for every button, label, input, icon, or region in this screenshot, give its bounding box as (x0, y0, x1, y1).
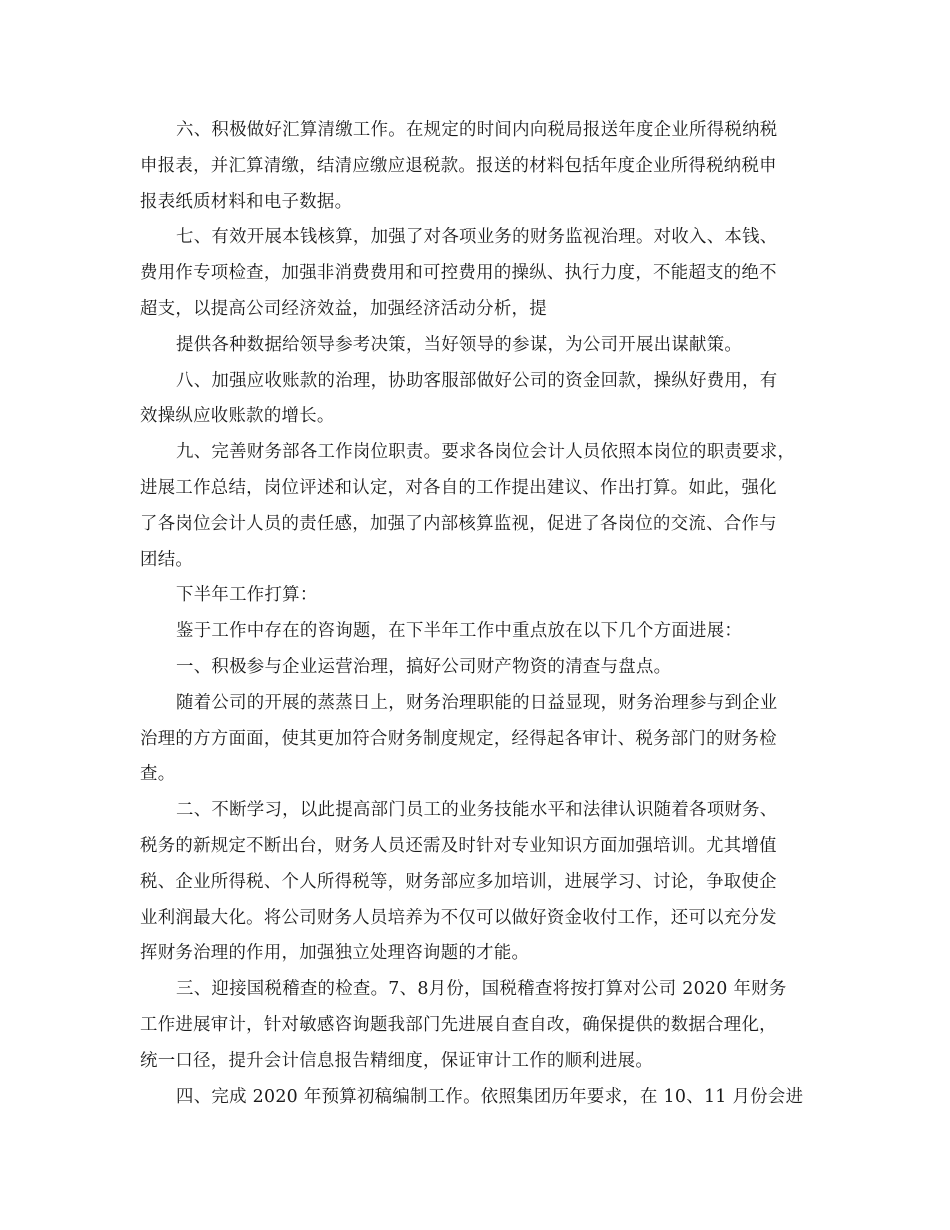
text-line: 挥财务治理的作用，加强独立处理咨询题的才能。 (140, 943, 530, 964)
text-line: 报表纸质材料和电子数据。 (140, 191, 353, 212)
text-line: 一、积极参与企业运营治理，搞好公司财产物资的清查与盘点。 (176, 656, 672, 677)
text-line: 八、加强应收账款的治理，协助客服部做好公司的资金回款，操纵好费用，有 (176, 370, 778, 391)
text-line: 鉴于工作中存在的咨询题，在下半年工作中重点放在以下几个方面进展： (176, 621, 743, 642)
text-line: 下半年工作打算： (176, 585, 318, 606)
text-line: 税务的新规定不断出台，财务人员还需及时针对专业知识方面加强培训。尤其增值 (140, 835, 777, 856)
text-line: 效操纵应收账款的增长。 (140, 406, 335, 427)
text-line: 治理的方方面面，使其更加符合财务制度规定，经得起各审计、税务部门的财务检 (140, 728, 777, 749)
text-line: 团结。 (140, 549, 194, 570)
text-line: 九、完善财务部各工作岗位职责。要求各岗位会计人员依照本岗位的职责要求， (176, 442, 796, 463)
text-line: 超支，以提高公司经济效益，加强经济活动分析，提 (140, 298, 547, 319)
text-line: 工作进展审计，针对敏感咨询题我部门先进展自查自改，确保提供的数据合理化， (140, 1014, 777, 1035)
text-line: 税、企业所得税、个人所得税等，财务部应多加培训，进展学习、讨论，争取使企 (140, 871, 777, 892)
text-line: 业利润最大化。将公司财务人员培养为不仅可以做好资金收付工作，还可以充分发 (140, 907, 777, 928)
document-body (140, 113, 816, 1115)
text-line: 三、迎接国税稽查的检查。7、8月份，国税稽查将按打算对公司 2020 年财务 (176, 979, 787, 1000)
text-line: 进展工作总结，岗位评述和认定，对各自的工作提出建议、作出打算。如此，强化 (140, 477, 777, 498)
text-line: 了各岗位会计人员的责任感，加强了内部核算监视，促进了各岗位的交流、合作与 (140, 513, 777, 534)
text-line: 费用作专项检查，加强非消费费用和可控费用的操纵、执行力度，不能超支的绝不 (140, 263, 777, 284)
text-line: 查。 (140, 764, 176, 785)
text-line: 提供各种数据给领导参考决策，当好领导的参谋，为公司开展出谋献策。 (176, 334, 743, 355)
text-line: 申报表，并汇算清缴，结清应缴应退税款。报送的材料包括年度企业所得税纳税申 (140, 155, 777, 176)
text-line: 四、完成 2020 年预算初稿编制工作。依照集团历年要求，在 10、11 月份会进 (176, 1086, 804, 1107)
text-line: 二、不断学习，以此提高部门员工的业务技能水平和法律认识随着各项财务、 (176, 800, 778, 821)
text-line: 随着公司的开展的蒸蒸日上，财务治理职能的日益显现，财务治理参与到企业 (176, 692, 778, 713)
text-line: 七、有效开展本钱核算，加强了对各项业务的财务监视治理。对收入、本钱、 (176, 227, 778, 248)
text-line: 六、积极做好汇算清缴工作。在规定的时间内向税局报送年度企业所得税纳税 (176, 120, 778, 140)
text-line: 统一口径，提升会计信息报告精细度，保证审计工作的顺利进展。 (140, 1050, 654, 1071)
